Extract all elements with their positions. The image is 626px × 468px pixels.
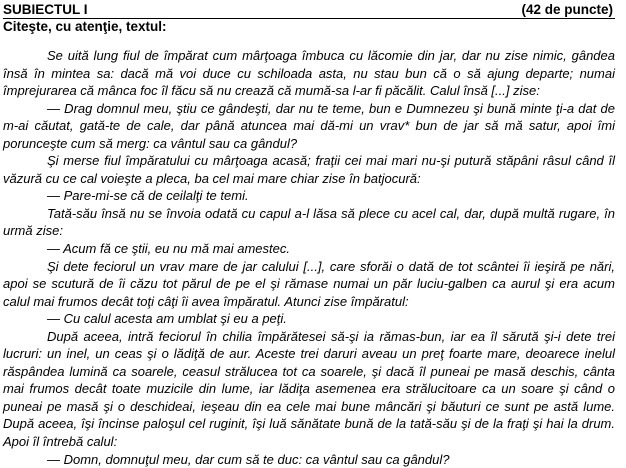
paragraph: — Acum fă ce ştii, eu nu mă mai amestec. (47, 241, 290, 257)
paragraph: Se uită lung fiul de împărat cum mârţoaga îmbuca cu lăcomie din jar, dar nu zise nimic, gândea însă în mintea sa: dacă mă voi duce cu schiloada asta, nu stau bun că o să ajung departe; numai împrejurarea că mânca foc îl făcu să nu crează că mumă-sa l-ar fi păcălit. Calul însă [...] zise: (3, 48, 615, 99)
paragraph: — Pare-mi-se că de ceilalţi te temi. (47, 188, 249, 204)
paragraph: — Cu calul acesta am umblat şi eu a peţi. (47, 311, 287, 327)
header-row (3, 2, 615, 19)
literary-text (3, 47, 615, 468)
paragraph: Tată-său însă nu se învoia odată cu capul a-l lăsa să plece cu acel cal, dar, după multă rugare, în urmă zise: (3, 205, 615, 239)
paragraph: — Drag domnul meu, ştiu ce gândeşti, dar nu te teme, bun e Dumnezeu şi bună minte ţi-a dat de m-ai căutat, gată-te de cale, dar până atuncea mai dă-mi un vrav* bun de jar să mă satur, apoi îmi porunceşte cum să merg: ca vântul sau ca gândul? (3, 100, 615, 151)
paragraph: — Domn, domnuţul meu, dar cum să te duc: ca vântul sau ca gândul? (47, 451, 450, 467)
instruction-text: Citeşte, cu atenţie, textul: (3, 19, 167, 34)
points-label: (42 de puncte) (521, 2, 613, 17)
paragraph: Şi merse fiul împăratului cu mârţoaga acasă; fraţii cei mai mari nu-şi putură stăpâni râsul când îl văzură cu ce cal voieşte a pleca, ba cel mai mare chiar zise în batjocură: (3, 153, 615, 186)
paragraph: Şi dete feciorul un vrav mare de jar calului [...], care sforăi o dată de tot scântei îi ieşiră pe nări, apoi se scutură de îi căzu tot părul de pe el şi rămase numai un păr luciu-galben ca aurul şi era acum calul mai frumos decât toţi câţi îi avea împăratul. Atunci zise împăratul: (3, 258, 615, 309)
paragraph: După aceea, intră feciorul în chilia împărătesei să-şi ia rămas-bun, iar ea îl sărută şi-i dete trei lucruri: un inel, un ceas şi o lădiţă de aur. Aceste trei daruri aveau un preţ foarte mare, deoarece inelul răspândea lumină ca soarele, ceasul strălucea tot ca soarele, şi dacă îl puneai pe masă deschis, cânta mai frumos decât toate muzicile din lume, iar lădiţa asemenea era strălucitoare ca un soare şi când o puneai pe masă şi o deschideai, ieşeau din ea cele mai bune mâncări şi băuturi ce sunt pe astă lume. După aceea, îşi încinse paloşul cel ruginit, îşi luă sănătate bună de la tată-său şi de la fraţi şi hai la drum. Apoi îl întrebă calul: (3, 328, 615, 450)
subject-title: SUBIECTUL I (3, 2, 88, 17)
